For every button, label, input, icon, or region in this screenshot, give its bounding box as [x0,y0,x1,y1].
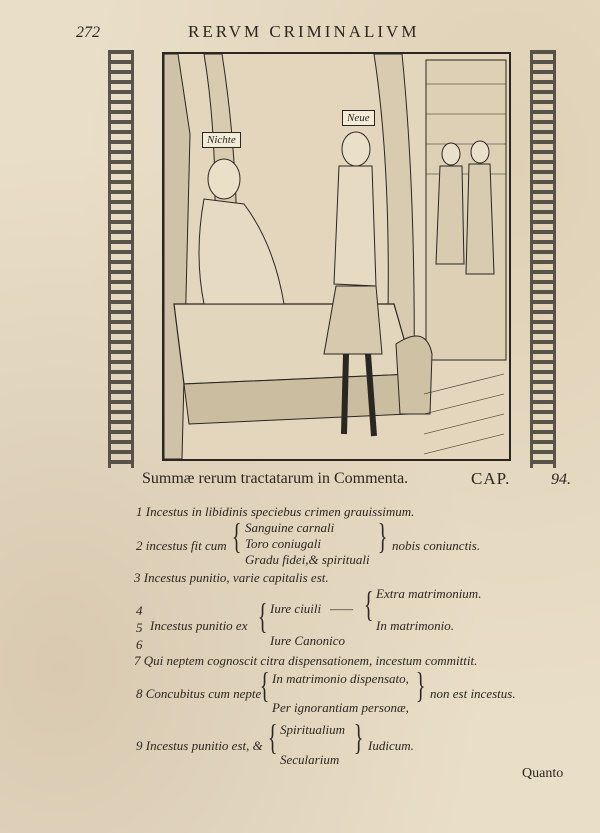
summary-item-5-number: 5 [136,620,143,635]
summary-item-456-lead: Incestus punitio ex [150,618,248,633]
chapter-label: CAP. [471,469,511,488]
summary-item-2-tail: nobis coniunctis. [392,538,481,553]
summary-item-6-number: 6 [136,637,143,652]
brace-close: } [415,665,426,705]
summary-item-9-tail: Iudicum. [368,738,414,753]
page-number: 272 [76,24,100,41]
brace-open: { [259,665,270,705]
brace-open: { [231,516,242,556]
summary-item-4-number: 4 [136,603,143,618]
summary-item-2c: Gradu fidei,& spirituali [245,552,370,567]
catchword: Quanto [522,766,564,781]
summary-item-456a: Iure ciuili [270,601,322,616]
summary-item-9-lead: 9 Incestus punitio est, & [136,738,263,753]
summary-item-8-lead: 8 Concubitus cum nepte [136,686,262,701]
summary-item-8b: Per ignorantiam personæ, [272,700,409,715]
ornamental-border-right [530,50,556,468]
summary-item-3: 3 Incestus punitio, varie capitalis est. [134,570,329,585]
brace-open: { [363,584,374,624]
summary-item-456b: Iure Canonico [270,633,345,648]
woodcut-illustration [162,52,511,461]
summary-item-9a: Spiritualium [280,722,346,737]
summary-item-1: 1 Incestus in libidinis speciebus crimen grauissimum. [136,504,415,519]
summary-title: Summæ rerum tractatarum in Commenta. [142,470,409,487]
summary-item-2-lead: 2 incestus fit cum [136,538,227,553]
summary-item-8a: In matrimonio dispensato, [272,671,409,686]
figure-label-niece: Nichte [202,132,241,148]
summary-item-9b: Secularium [280,752,340,767]
summary-item-456a2: In matrimonio. [376,618,454,633]
woodcut-drawing [164,54,509,459]
brace-close: } [353,717,364,757]
figure-label-uncle: Neue [342,110,375,126]
summary-item-456a1: Extra matrimonium. [376,586,482,601]
brace-open: { [257,596,268,636]
brace-open: { [267,717,278,757]
running-head: RERVM CRIMINALIVM [188,22,420,41]
summary-item-2a: Sanguine carnali [245,520,335,535]
summary-item-7: 7 Qui neptem cognoscit citra dispensationem, incestum committit. [134,653,478,668]
brace-close: } [377,516,388,556]
ornamental-border-left [108,50,134,468]
summary-item-2b: Toro coniugali [245,536,321,551]
summary-item-8-tail: non est incestus. [430,686,516,701]
chapter-number: 94. [551,471,571,488]
dash-connector: —— [330,601,354,616]
